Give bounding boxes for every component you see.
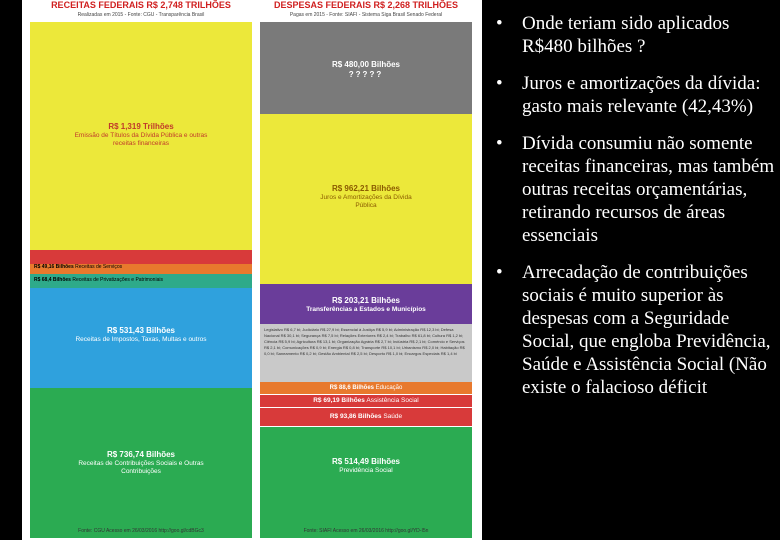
despesa-transferencias [260,284,472,324]
despesa-value: R$ 480,00 Bilhões [331,60,401,69]
bullet-text: Arrecadação de contribuições sociais é muito superior às despesas com a Seguridade Social, que engloba Previdência, Saúde e Assistência Social (Não existe o falacioso déficit [522,262,771,398]
bullet-icon: • [496,13,503,34]
bullet-text: Onde teriam sido aplicados R$480 bilhões ? [522,13,730,57]
receita-desc: Receitas de Impostos, Taxas, Multas e outros [75,336,207,343]
despesa-value: R$ 93,86 Bilhões [329,413,382,420]
despesa-desc: Educação [375,385,403,391]
receita-patrimoniais [30,274,252,288]
despesas-title: DESPESAS FEDERAIS R$ 2,268 TRILHÕES [273,0,459,10]
despesa-value: R$ 962,21 Bilhões [331,184,401,193]
despesa-outras-funcoes [260,324,472,382]
receita-desc: Receitas de Serviços [75,264,123,270]
bullet-item [496,261,776,399]
receitas-column [30,0,252,540]
bullet-icon: • [496,262,503,283]
bullet-text: Juros e amortizações da dívida: gasto mais relevante (42,43%) [522,73,761,117]
despesa-desconhecida [260,22,472,114]
despesa-desc: ????? [348,70,384,79]
despesa-educacao [260,382,472,394]
bullet-list [496,12,776,413]
despesa-saude [260,408,472,426]
budget-infographic [22,0,482,540]
receita-value: R$ 68,4 Bilhões [34,277,71,283]
despesa-desc: Transferências a Estados e Municípios [306,306,426,313]
receita-desc: Emissão de Títulos da Dívida Pública e outras receitas financeiras [74,132,208,147]
despesa-desc: Saúde [383,413,403,420]
bullet-icon: • [496,73,503,94]
receita-thin-red [30,250,252,264]
receita-emissao-titulos [30,22,252,250]
bullet-text: Dívida consumiu não somente receitas financeiras, mas também outras receitas orçamentárias, retirando recursos de áreas essenciais [522,133,775,246]
despesa-desc: Juros e Amortizações da Dívida Pública [320,194,412,209]
receita-value: R$ 1,319 Trilhões [108,122,174,131]
bullet-icon: • [496,133,503,154]
despesa-value: R$ 88,6 Bilhões [329,385,374,391]
receita-impostos [30,288,252,388]
bullet-item [496,12,776,58]
despesas-column [260,0,472,540]
receita-value: R$ 49,16 Bilhões [34,264,74,270]
receitas-title: RECEITAS FEDERAIS R$ 2,748 TRILHÕES [51,0,231,10]
despesas-subtitle: Pagas em 2015 - Fonte: SIAFI - Sistema Siga Brasil Senado Federal [289,12,443,18]
bullet-item [496,132,776,247]
receita-desc: Receitas de Privatizações e Patrimoniais [72,277,163,283]
despesa-desc: Legislativo R$ 6,7 bi; Judiciário R$ 27,9 bi; Essencial à Justiça R$ 5,9 bi; Administração R$ 12,3 bi; Defesa Nacional R$ 30,1 bi; Segurança R$ 7,5 bi; Relações Exteriores R$ 2,4 bi; Trabalho R$ 61,8 bi; Cultura R$ 1,2 bi; Ciência R$ 5,9 bi; Agricultura R$ 13,1 bi; Organização Agrária R$ 2,7 bi; Indústria R$ 2,1 bi; Comércio e Serviços R$ 2,1 bi; Comunicações R$ 0,9 bi; Energia R$ 0,8 bi; Transporte R$ 10,1 bi; Urbanismo R$ 2,0 bi; Habitação R$ 0,0 bi; Saneamento R$ 0,2 bi; Gestão Ambiental R$ 2,5 bi; Desporto R$ 1,0 bi; Encargos Especiais R$ 1,4 bi [264,327,465,356]
receita-servicos [30,264,252,274]
receitas-subtitle: Realizadas em 2015 - Fonte: CGU - Transparência Brasil [77,12,205,18]
bullet-item [496,72,776,118]
despesa-previdencia [260,427,472,538]
despesa-value: R$ 203,21 Bilhões [331,296,401,305]
receita-value: R$ 736,74 Bilhões [106,450,176,459]
despesa-value: R$ 514,49 Bilhões [331,457,401,466]
despesas-header [260,0,472,22]
despesa-juros-amortizacoes [260,114,472,284]
despesa-desc: Assistência Social [366,397,419,404]
despesa-desc: Previdência Social [339,467,393,474]
receita-desc: Receitas de Contribuições Sociais e Outras Contribuições [78,460,204,475]
despesa-assistencia-social [260,395,472,407]
despesas-footer: Fonte: SIAFI Acesso em 26/03/2016 http://goo.gl/YD-I5n [303,528,429,534]
despesa-value: R$ 69,19 Bilhões [313,397,365,404]
receitas-header [30,0,252,22]
receitas-footer: Fonte: CGU Acesso em 26/03/2016 http://goo.gl/cdBGc3 [78,528,204,534]
receita-value: R$ 531,43 Bilhões [106,326,176,335]
receita-contribuicoes [30,388,252,538]
